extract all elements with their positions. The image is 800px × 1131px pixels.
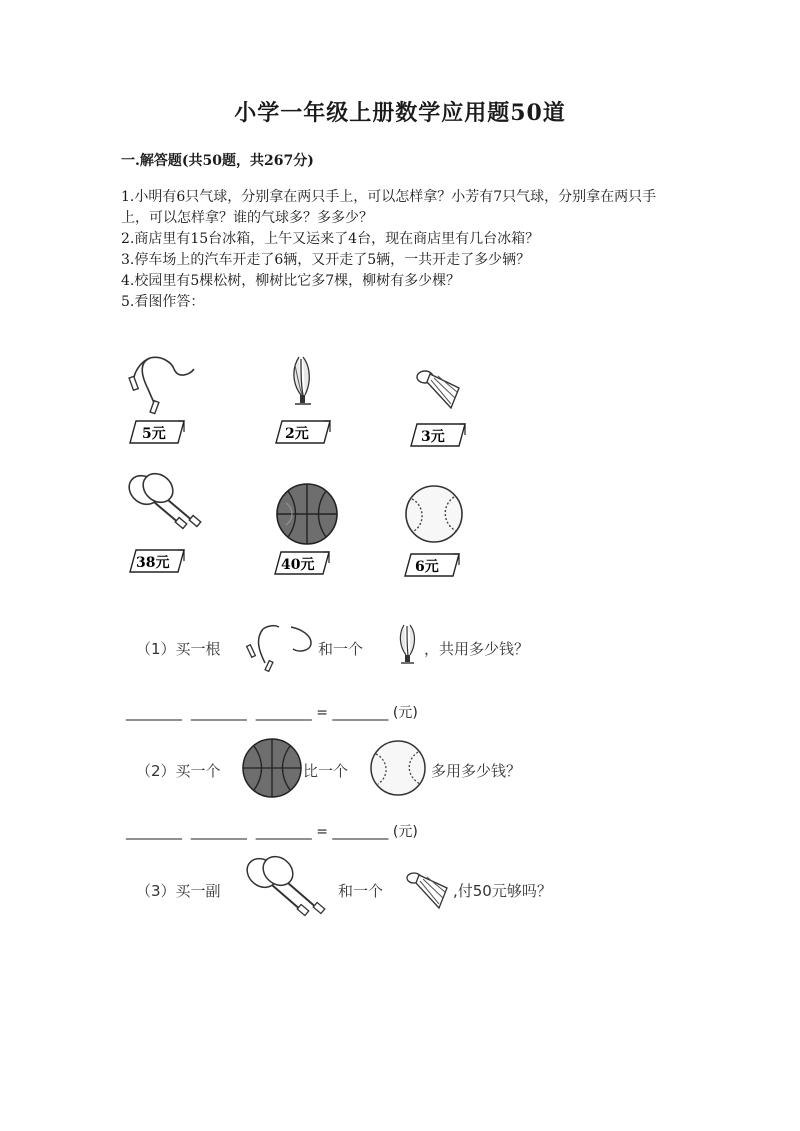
price-tag-shuttlecock-kick xyxy=(274,418,334,446)
subquestion-2-middle: 比一个 xyxy=(303,762,349,780)
subquestion-3-suffix: ,付50元够吗？ xyxy=(453,882,552,900)
subquestion-1-prefix: （1）买一根 xyxy=(136,640,221,658)
baseball-icon xyxy=(404,485,466,545)
answer-line-2[interactable]: ________ ________ ________ = ________ (元) xyxy=(126,824,418,840)
question-4: 4.校园里有5棵松树，柳树比它多7棵，柳树有多少棵？ xyxy=(121,273,461,289)
svg-text:3元: 3元 xyxy=(421,429,445,445)
svg-text:5元: 5元 xyxy=(142,426,166,442)
subquestion-1-suffix: ，共用多少钱？ xyxy=(424,640,530,658)
subquestion-1-middle: 和一个 xyxy=(318,640,364,658)
shuttlecock-kick-icon xyxy=(283,355,323,410)
question-1: 1.小明有6只气球，分别拿在两只手上，可以怎样拿？小芳有7只气球，分别拿在两只手上，可以怎样拿？谁的气球多？多多少？ xyxy=(121,189,657,226)
question-3: 3.停车场上的汽车开走了6辆，又开走了5辆，一共开走了多少辆？ xyxy=(121,252,531,268)
price-tag-badminton-shuttlecock xyxy=(409,421,469,449)
basketball-small-icon xyxy=(242,738,304,800)
price-tag-jump-rope xyxy=(128,418,188,446)
badminton-shuttlecock-small-icon xyxy=(405,868,453,914)
question-5: 5.看图作答： xyxy=(121,294,205,310)
badminton-rackets-icon xyxy=(122,472,212,538)
price-tag-basketball xyxy=(273,549,333,577)
svg-text:2元: 2元 xyxy=(285,426,309,442)
subquestion-3-prefix: （3）买一副 xyxy=(136,882,221,900)
badminton-shuttlecock-icon xyxy=(415,366,465,416)
section-header: 一.解答题(共50题，共267分) xyxy=(121,153,314,169)
baseball-small-icon xyxy=(368,740,430,798)
page-title: 小学一年级上册数学应用题50道 xyxy=(234,100,566,126)
svg-text:38元: 38元 xyxy=(136,555,170,571)
price-tag-baseball xyxy=(403,551,463,579)
basketball-icon xyxy=(276,483,340,547)
badminton-rackets-small-icon xyxy=(240,855,336,927)
question-2: 2.商店里有15台冰箱，上午又运来了4台，现在商店里有几台冰箱？ xyxy=(121,231,540,247)
subquestion-3-middle: 和一个 xyxy=(338,882,384,900)
svg-text:40元: 40元 xyxy=(281,557,315,573)
subquestion-2-prefix: （2）买一个 xyxy=(136,762,221,780)
jump-rope-small-icon xyxy=(245,625,317,675)
shuttlecock-kick-small-icon xyxy=(392,623,424,669)
jump-rope-icon xyxy=(128,355,198,415)
price-tag-badminton-rackets xyxy=(128,547,188,575)
subquestion-2-suffix: 多用多少钱？ xyxy=(431,762,522,780)
svg-text:6元: 6元 xyxy=(415,559,439,575)
answer-line-1[interactable]: ________ ________ ________ = ________ (元) xyxy=(126,705,418,721)
